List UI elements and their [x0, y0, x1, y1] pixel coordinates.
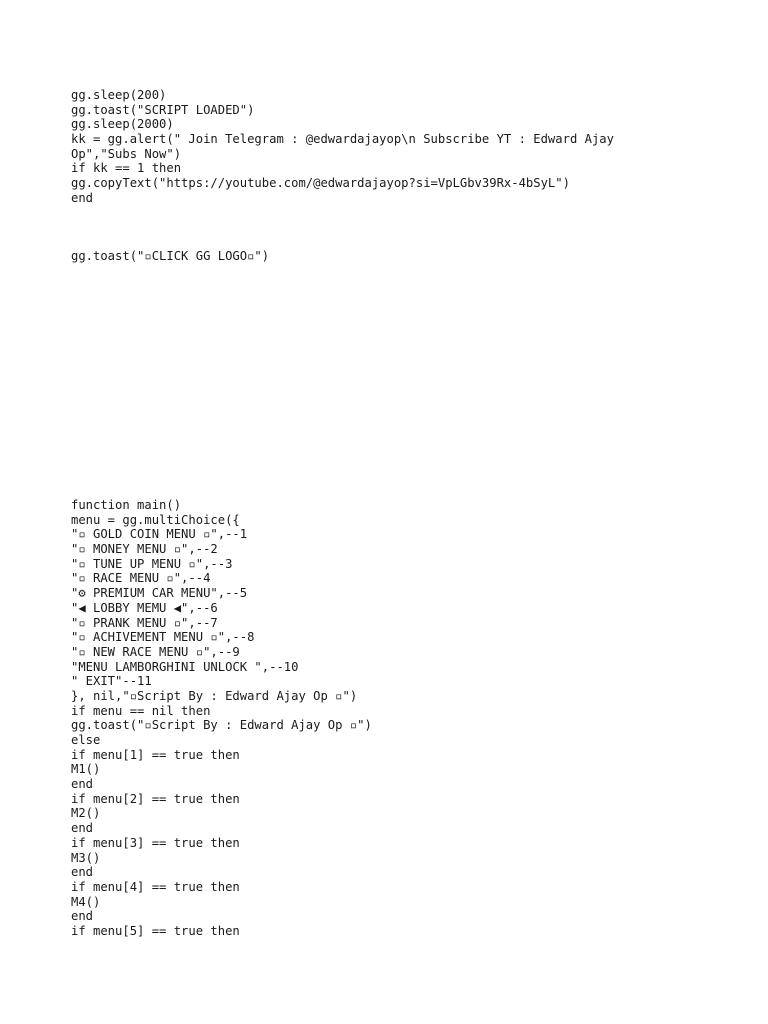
code-line: Op","Subs Now") — [71, 146, 182, 161]
code-line: gg.toast("▫CLICK GG LOGO▫") — [71, 249, 270, 263]
code-line: M3() — [71, 850, 101, 865]
code-line: M1() — [71, 762, 101, 777]
code-line: "▫ TUNE UP MENU ▫",--3 — [71, 556, 233, 571]
code-line: if menu[5] == true then — [71, 923, 240, 938]
code-line: if menu[4] == true then — [71, 879, 240, 894]
code-line: end — [71, 909, 94, 924]
code-line: kk = gg.alert(" Join Telegram : @edwardajayop\n Subscribe YT : Edward Ajay — [71, 132, 614, 147]
code-block-intro — [71, 88, 614, 206]
code-line: end — [71, 821, 94, 836]
code-line: function main() — [71, 498, 182, 512]
code-line: end — [71, 777, 94, 792]
code-line: if menu == nil then — [71, 703, 211, 718]
code-line: gg.toast("▫Script By : Edward Ajay Op ▫") — [71, 718, 372, 733]
code-line: M2() — [71, 806, 101, 821]
code-line: " EXIT"--11 — [71, 674, 152, 689]
code-line: "MENU LAMBORGHINI UNLOCK ",--10 — [71, 659, 299, 674]
code-line: "▫ PRANK MENU ▫",--7 — [71, 615, 218, 630]
code-line: gg.copyText("https://youtube.com/@edwardajayop?si=VpLGbv39Rx-4bSyL") — [71, 176, 570, 191]
code-line: if kk == 1 then — [71, 161, 182, 176]
code-line: if menu[2] == true then — [71, 791, 240, 806]
code-line: "▫ MONEY MENU ▫",--2 — [71, 542, 218, 557]
code-block-toast — [71, 249, 269, 264]
code-line: "⚙ PREMIUM CAR MENU",--5 — [71, 586, 248, 601]
code-line: else — [71, 733, 101, 747]
code-line: "▫ RACE MENU ▫",--4 — [71, 571, 211, 586]
code-line: gg.toast("SCRIPT LOADED") — [71, 102, 255, 117]
code-line: }, nil,"▫Script By : Edward Ajay Op ▫") — [71, 688, 358, 703]
code-block-main-menu — [71, 498, 372, 939]
code-line: gg.sleep(2000) — [71, 117, 174, 132]
code-line: gg.sleep(200) — [71, 88, 167, 102]
code-line: if menu[3] == true then — [71, 835, 240, 850]
code-line: end — [71, 190, 94, 205]
code-line: "◀ LOBBY MEMU ◀",--6 — [71, 600, 218, 615]
code-line: M4() — [71, 894, 101, 909]
code-line: "▫ NEW RACE MENU ▫",--9 — [71, 644, 240, 659]
code-line: if menu[1] == true then — [71, 747, 240, 762]
code-line: menu = gg.multiChoice({ — [71, 512, 240, 527]
code-line: "▫ GOLD COIN MENU ▫",--1 — [71, 527, 248, 542]
code-line: "▫ ACHIVEMENT MENU ▫",--8 — [71, 630, 255, 645]
code-line: end — [71, 865, 94, 880]
